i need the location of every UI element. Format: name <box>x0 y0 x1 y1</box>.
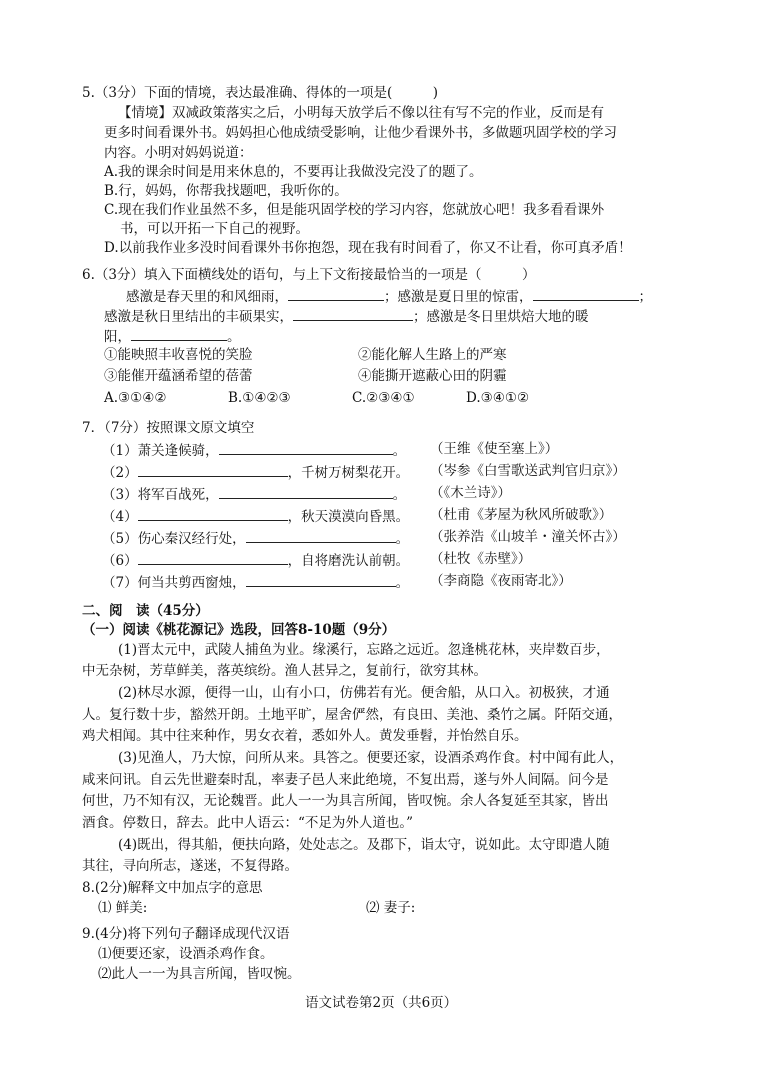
q6-passage-line <box>126 286 652 306</box>
q7-item <box>102 528 409 548</box>
q7-source: （岑参《白雪歌送武判官归京》） <box>430 463 626 479</box>
q7-number: （3） <box>102 487 138 503</box>
q7-text: 。 <box>392 487 407 503</box>
passage-line: (3)见渔人，乃大惊，问所从来。具答之。便要还家，设酒杀鸡作食。村中闻有此人， <box>118 750 624 766</box>
q7-text: ，千树万树梨花开。 <box>287 465 410 481</box>
q7-text: ，自将磨洗认前朝。 <box>287 553 410 569</box>
q7-stem: 7．（7分）按照课文原文填空 <box>82 420 255 436</box>
answer-blank[interactable] <box>246 572 396 587</box>
q7-number: （1） <box>102 443 138 459</box>
answer-blank[interactable] <box>288 286 384 301</box>
q9-item-b: ⑵此人一一为具言所闻，皆叹惋。 <box>98 966 301 982</box>
q9-stem: 9.(4分)将下列句子翻译成现代汉语 <box>82 926 290 942</box>
q6-choice-4: ④能撕开遮蔽心田的阴霾 <box>358 368 507 384</box>
q7-text: 萧关逢候骑， <box>137 443 219 459</box>
answer-blank[interactable] <box>219 484 393 499</box>
q7-source: （王维《使至塞上》） <box>430 441 559 457</box>
q7-number: （2） <box>102 465 138 481</box>
q7-item <box>102 572 409 592</box>
q7-source: （杜牧《赤壁》） <box>430 551 532 567</box>
subsection-heading: （一）阅读《桃花源记》选段，回答8-10题（9分） <box>82 622 396 638</box>
q5-context-line: 内容。小明对妈妈说道： <box>104 145 253 161</box>
q7-item <box>102 484 406 504</box>
q6-text: ；感激是夏日里的惊雷， <box>384 289 533 305</box>
q7-item <box>102 550 409 570</box>
q6-choice-3: ③能催开蕴涵希望的蓓蕾 <box>104 368 253 384</box>
passage-line: 酒食。停数日，辞去。此中人语云：“不足为外人道也。” <box>82 815 414 831</box>
q6-choice-2: ②能化解人生路上的严寒 <box>358 347 507 363</box>
q7-source: （张养浩《山坡羊・潼关怀古》） <box>430 529 626 545</box>
q7-text: 。 <box>395 575 410 591</box>
q7-source: （李商隐《夜雨寄北》） <box>430 573 572 589</box>
q7-text: 。 <box>392 443 407 459</box>
q7-number: （5） <box>102 531 138 547</box>
q7-source: （杜甫《茅屋为秋风所破歌》） <box>430 507 613 523</box>
q6-option-d: D.③④①② <box>466 390 530 406</box>
q6-option-a: A.③①④② <box>104 390 167 406</box>
q5-context-line: 【情境】双减政策落实之后，小明每天放学后不像以往有写不完的作业，反而是有 <box>118 105 604 121</box>
q6-text: 。 <box>227 329 241 345</box>
q7-text: 何当共剪西窗烛， <box>137 575 246 591</box>
q8-item-b: ⑵ 妻子: <box>366 900 416 916</box>
q7-number: （7） <box>102 575 138 591</box>
q6-text: 阳， <box>104 329 131 345</box>
q6-text: ；感激是冬日里烘焙大地的暖 <box>413 309 589 325</box>
passage-line: 何世，乃不知有汉，无论魏晋。此人一一为具言所闻，皆叹惋。余人各复延至其家，皆出 <box>82 793 609 809</box>
q5-context-line: 更多时间看课外书。妈妈担心他成绩受影响，让他少看课外书，多做题巩固学校的学习 <box>104 125 617 141</box>
q6-choice-1: ①能映照丰收喜悦的笑脸 <box>104 347 253 363</box>
q6-text: 感激是秋日里结出的丰硕果实， <box>104 309 293 325</box>
q9-item-a: ⑴便要还家，设酒杀鸡作食。 <box>98 946 274 962</box>
q7-number: （6） <box>102 553 138 569</box>
q7-text: 。 <box>395 531 410 547</box>
q7-item <box>102 462 409 482</box>
answer-blank[interactable] <box>131 326 227 341</box>
q6-text: 感激是春天里的和风细雨， <box>126 289 288 305</box>
answer-blank[interactable] <box>138 462 288 477</box>
q7-text: 伤心秦汉经行处， <box>137 531 246 547</box>
q8-item-a: ⑴ 鲜美: <box>98 900 148 916</box>
page-footer: 语文试卷第2页（共6页） <box>305 995 458 1011</box>
q6-stem: 6.（3分）填入下面横线处的语句，与上下文衔接最恰当的一项是（ ） <box>82 267 536 283</box>
q7-text: 将军百战死， <box>137 487 219 503</box>
answer-blank[interactable] <box>138 550 288 565</box>
q5-stem: 5.（3分）下面的情境，表达最准确、得体的一项是( ) <box>82 85 439 101</box>
passage-line: (1)晋太元中，武陵人捕鱼为业。缘溪行，忘路之远近。忽逢桃花林，夹岸数百步， <box>118 642 610 658</box>
answer-blank[interactable] <box>138 506 288 521</box>
q7-number: （4） <box>102 509 138 525</box>
q6-passage-line <box>104 306 589 326</box>
passage-line: 咸来问讯。自云先世避秦时乱，率妻子邑人来此绝境，不复出焉，遂与外人间隔。问今是 <box>82 772 609 788</box>
q5-option-c: C.现在我们作业虽然不多，但是能巩固学校的学习内容，您就放心吧！我多看看课外 <box>104 202 605 218</box>
q6-option-b: B.①④②③ <box>228 390 291 406</box>
q5-option-a: A.我的课余时间是用来休息的，不要再让我做没完没了的题了。 <box>104 164 483 180</box>
answer-blank[interactable] <box>246 528 396 543</box>
q7-item <box>102 440 406 460</box>
q7-source: （《木兰诗》） <box>430 485 511 501</box>
passage-line: 人。复行数十步，豁然开朗。土地平旷，屋舍俨然，有良田、美池、桑竹之属。阡陌交通， <box>82 707 622 723</box>
section-heading: 二、阅 读（45分） <box>82 603 209 619</box>
q7-text: ，秋天漠漠向昏黑。 <box>287 509 410 525</box>
passage-line: 其往，寻向所志，遂迷，不复得路。 <box>82 858 298 874</box>
answer-blank[interactable] <box>219 440 393 455</box>
q7-item <box>102 506 409 526</box>
q5-option-c-cont: 书，可以开拓一下自己的视野。 <box>120 221 309 237</box>
passage-line: (4)既出，得其船，便扶向路，处处志之。及郡下，诣太守，说如此。太守即遣人随 <box>118 837 610 853</box>
q6-text: ； <box>638 289 652 305</box>
q6-passage-line <box>104 326 241 346</box>
q5-option-b: B.行，妈妈，你帮我找题吧，我听你的。 <box>104 183 348 199</box>
q5-option-d: D.以前我作业多没时间看课外书你抱怨，现在我有时间看了，你又不让看，你可真矛盾！ <box>104 240 632 256</box>
answer-blank[interactable] <box>293 306 413 321</box>
q8-stem: 8.(2分)解释文中加点字的意思 <box>82 880 263 896</box>
passage-line: (2)林尽水源，便得一山，山有小口，仿佛若有光。便舍船，从口入。初极狭，才通 <box>118 685 610 701</box>
q6-option-c: C.②③④① <box>352 390 415 406</box>
passage-line: 鸡犬相闻。其中往来种作，男女衣着，悉如外人。黄发垂髫，并怡然自乐。 <box>82 728 528 744</box>
passage-line: 中无杂树，芳草鲜美，落英缤纷。渔人甚异之，复前行，欲穷其林。 <box>82 663 487 679</box>
answer-blank[interactable] <box>533 286 639 301</box>
